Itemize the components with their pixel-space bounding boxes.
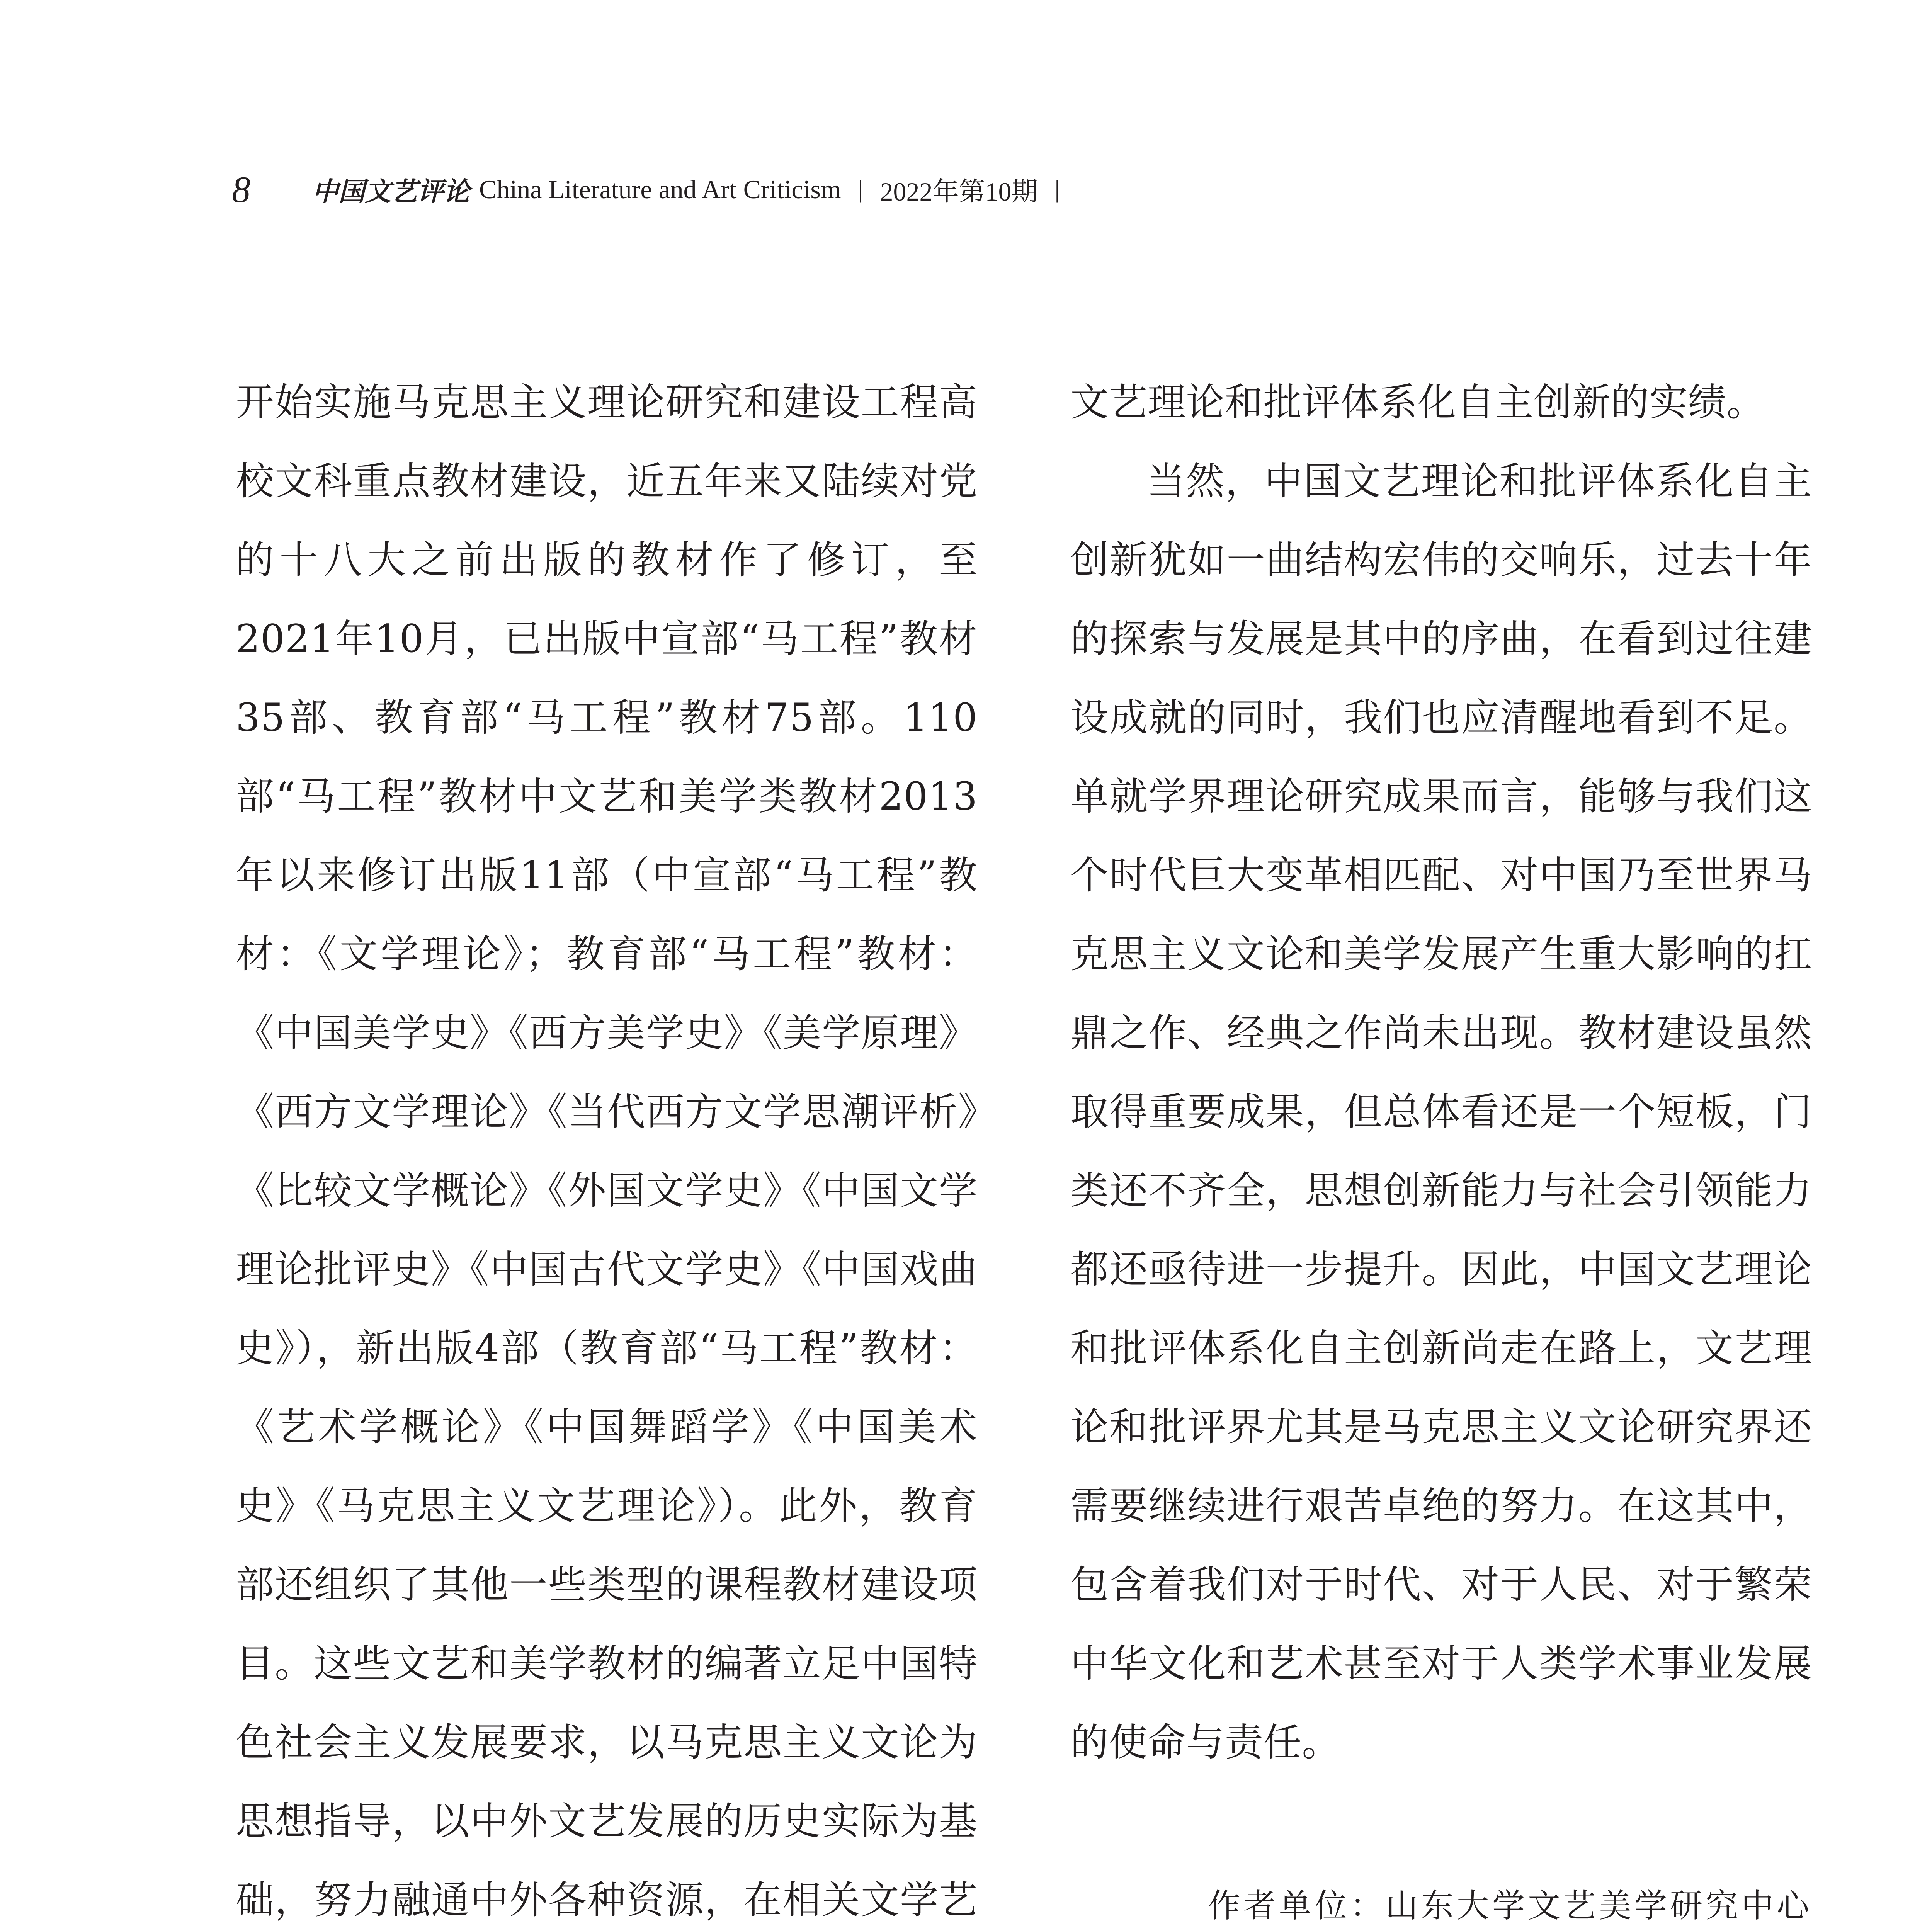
journal-title-english: China Literature and Art Criticism [479,174,841,204]
issue-number: 2022年第10期 [880,177,1038,206]
running-header [232,166,1077,213]
page-number: 8 [232,168,250,210]
author-affiliation: 作者单位：山东大学文艺美学研究中心 [1208,1887,1812,1925]
right-column [1070,363,1812,1932]
header-separator: | [858,175,863,203]
left-column [236,363,978,1932]
header-separator-end: | [1054,175,1060,203]
journal-title-chinese: 中国文艺评论 [312,176,470,207]
body-paragraph: 文艺理论和批评体系化自主创新的实绩。 [1070,380,1765,425]
body-paragraph: 当然，中国文艺理论和批评体系化自主创新犹如一曲结构宏伟的交响乐，过去十年的探索与发展是其中的序曲，在看到过往建设成就的同时，我们也应清醒地看到不足。单就学界理论研究成果而言，能够与我们这个时代巨大变革相匹配、对中国乃至世界马克思主义文论和美学发展产生重大影响的扛鼎之作、经典之作尚未出现。教材建设虽然取得重要成果，但总体看还是一个短板，门类还不齐全，思想创新能力与社会引领能力都还亟待进一步提升。因此，中国文艺理论和批评体系化自主创新尚走在路上，文艺理论和批评界尤其是马克思主义文论研究界还需要继续进行艰苦卓绝的努力。在这其中，包含着我们对于时代、对于人民、对于繁荣中华文化和艺术甚至对于人类学术事业发展的使命与责任。 [1070,459,1812,1765]
body-paragraph: 开始实施马克思主义理论研究和建设工程高校文科重点教材建设，近五年来又陆续对党的十八大之前出版的教材作了修订，至2021年10月，已出版中宣部“马工程”教材35部、教育部“马工程”教材75部。110部“马工程”教材中文艺和美学类教材2013年以来修订出版11部（中宣部“马工程”教材：《文学理论》；教育部“马工程”教材：《中国美学史》《西方美学史》《美学原理》《西方文学理论》《当代西方文学思潮评析》《比较文学概论》《外国文学史》《中国文学理论批评史》《中国古代文学史》《中国戏曲史》），新出版4部（教育部“马工程”教材：《艺术学概论》《中国舞蹈学》《中国美术史》《马克思主义文艺理论》）。此外，教育部还组织了其他一些类型的课程教材建设项目。这些文艺和美学教材的编著立足中国特色社会主义发展要求，以马克思主义文论为思想指导，以中外文艺发展的历史实际为基础，努力融通中外各种资源，在相关文学艺 [236,380,978,1922]
